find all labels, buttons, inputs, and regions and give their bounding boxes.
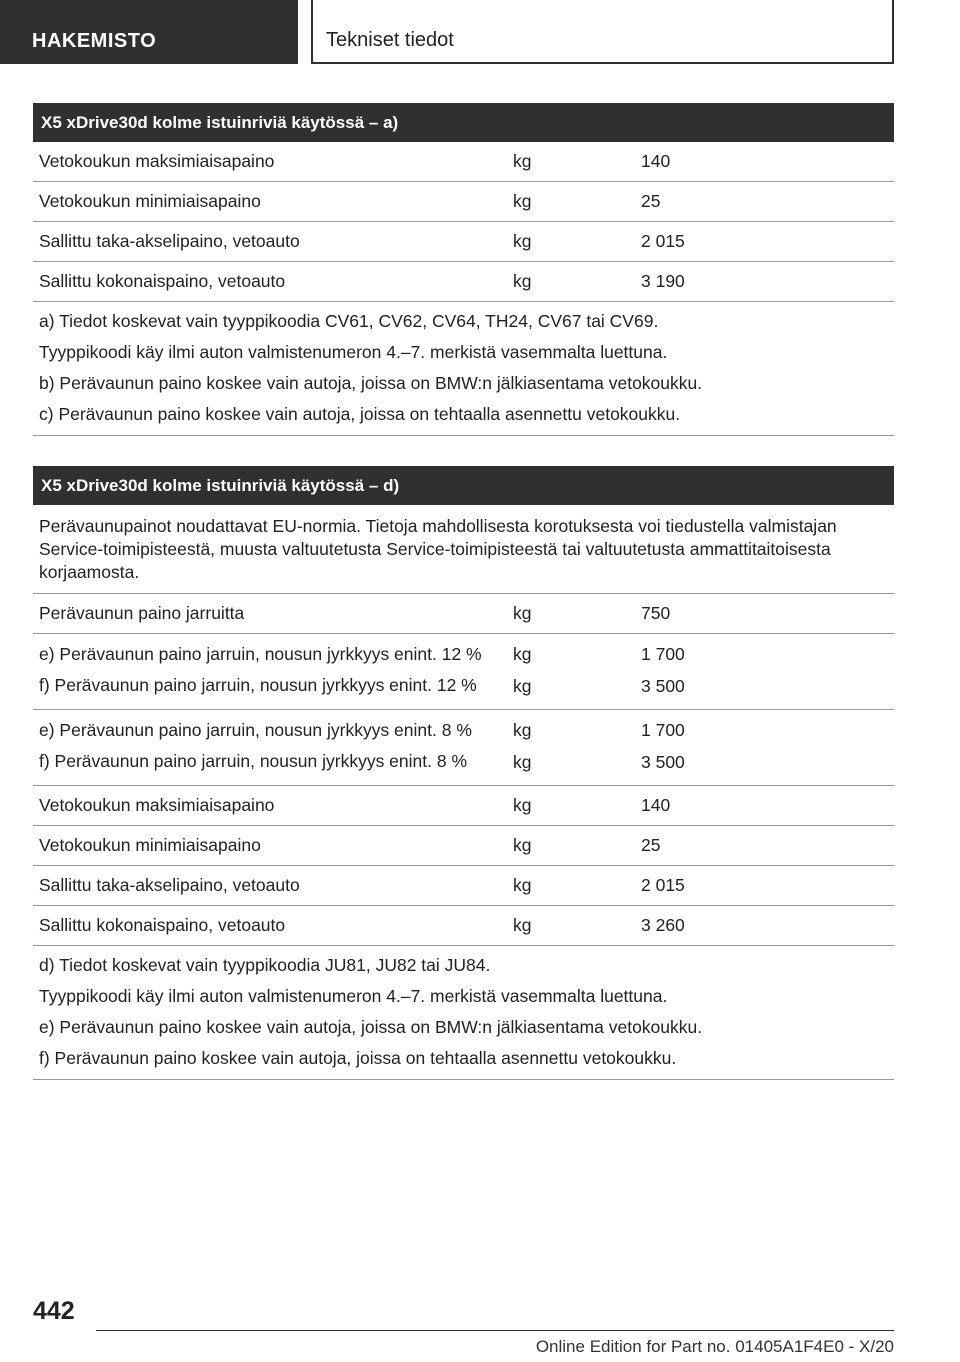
row-unit: kg: [513, 191, 532, 211]
row-unit: kg: [513, 603, 532, 623]
table-row: [33, 866, 894, 906]
footnote: Tyyppikoodi käy ilmi auton valmistenumeron 4.–7. merkistä vasemmalta luettuna.: [39, 986, 668, 1006]
value-e: 1 700: [641, 644, 685, 664]
row-unit: kg: [513, 795, 532, 815]
value-e: 1 700: [641, 720, 685, 740]
section1-footnotes: [33, 302, 894, 436]
table-row: [33, 786, 894, 826]
footnote: c) Perävaunun paino koskee vain autoja, joissa on tehtaalla asennettu vetokoukku.: [39, 404, 681, 424]
row-label: Vetokoukun maksimiaisapaino: [39, 795, 275, 815]
value-f: 3 500: [641, 676, 685, 696]
table-row: [33, 634, 894, 710]
row-unit: kg: [513, 271, 532, 291]
label-e: e) Perävaunun paino jarruin, nousun jyrkkyys enint. 8 %: [39, 720, 472, 740]
table-row: [33, 182, 894, 222]
row-unit: kg: [513, 875, 532, 895]
row-label: Vetokoukun minimiaisapaino: [39, 191, 261, 211]
row-label: Perävaunun paino jarruitta: [39, 603, 245, 623]
table-row: [33, 710, 894, 786]
unit-f: kg: [513, 752, 532, 772]
row-value: 140: [641, 151, 671, 171]
row-value: [641, 643, 894, 698]
row-value: 25: [641, 191, 661, 211]
row-value: 140: [641, 795, 671, 815]
spec-content: [33, 103, 894, 1080]
table-row: [33, 142, 894, 182]
row-label: Vetokoukun minimiaisapaino: [39, 835, 261, 855]
unit-f: kg: [513, 676, 532, 696]
row-value: 2 015: [641, 875, 685, 895]
row-unit: kg: [513, 231, 532, 251]
row-label: [39, 643, 513, 698]
unit-e: kg: [513, 720, 532, 740]
page-header: [0, 0, 960, 66]
row-value: 3 190: [641, 271, 685, 291]
chapter-title: Tekniset tiedot: [311, 0, 894, 64]
table-row: [33, 262, 894, 302]
footnote: b) Perävaunun paino koskee vain autoja, joissa on BMW:n jälkiasentama vetokoukku.: [39, 373, 703, 393]
footnote: f) Perävaunun paino koskee vain autoja, joissa on tehtaalla asennettu vetokoukku.: [39, 1048, 677, 1068]
footnote: a) Tiedot koskevat vain tyyppikoodia CV61, CV62, CV64, TH24, CV67 tai CV69.: [39, 311, 659, 331]
section2-heading: X5 xDrive30d kolme istuinriviä käytössä – d): [33, 466, 894, 505]
row-value: 25: [641, 835, 661, 855]
row-value: 2 015: [641, 231, 685, 251]
row-unit: kg: [513, 835, 532, 855]
label-f: f) Perävaunun paino jarruin, nousun jyrkkyys enint. 12 %: [39, 675, 477, 695]
row-unit: kg: [513, 915, 532, 935]
row-unit: [513, 643, 641, 698]
section2-intro: Perävaunupainot noudattavat EU-normia. Tietoja mahdollisesta korotuksesta voi tiedustella valmistajan Service-toimipisteestä, muusta valtuutetusta Service-toimipisteestä tai valtuutetusta ammattitaitoisesta korjaamosta.: [33, 505, 894, 594]
row-unit: kg: [513, 151, 532, 171]
row-label: [39, 719, 513, 774]
row-value: 3 260: [641, 915, 685, 935]
row-label: Sallittu taka-akselipaino, vetoauto: [39, 875, 300, 895]
table-row: [33, 826, 894, 866]
label-f: f) Perävaunun paino jarruin, nousun jyrkkyys enint. 8 %: [39, 751, 468, 771]
footnote: d) Tiedot koskevat vain tyyppikoodia JU81, JU82 tai JU84.: [39, 955, 491, 975]
footnote: Tyyppikoodi käy ilmi auton valmistenumeron 4.–7. merkistä vasemmalta luettuna.: [39, 342, 668, 362]
table-row: [33, 906, 894, 946]
table-row: [33, 222, 894, 262]
table-row: [33, 594, 894, 634]
unit-e: kg: [513, 644, 532, 664]
row-value: [641, 719, 894, 774]
footnote: e) Perävaunun paino koskee vain autoja, joissa on BMW:n jälkiasentama vetokoukku.: [39, 1017, 703, 1037]
row-unit: [513, 719, 641, 774]
row-label: Sallittu kokonaispaino, vetoauto: [39, 271, 286, 291]
edition-note: Online Edition for Part no. 01405A1F4E0 - X/20: [535, 1337, 894, 1356]
index-tab[interactable]: HAKEMISTO: [0, 0, 298, 64]
footer-divider: [96, 1330, 894, 1331]
page-number: 442: [33, 1297, 75, 1325]
row-label: Sallittu taka-akselipaino, vetoauto: [39, 231, 300, 251]
row-label: Vetokoukun maksimiaisapaino: [39, 151, 275, 171]
section2-footnotes: [33, 946, 894, 1080]
label-e: e) Perävaunun paino jarruin, nousun jyrkkyys enint. 12 %: [39, 644, 482, 664]
value-f: 3 500: [641, 752, 685, 772]
row-label: Sallittu kokonaispaino, vetoauto: [39, 915, 286, 935]
row-value: 750: [641, 603, 671, 623]
section1-heading: X5 xDrive30d kolme istuinriviä käytössä – a): [33, 103, 894, 142]
